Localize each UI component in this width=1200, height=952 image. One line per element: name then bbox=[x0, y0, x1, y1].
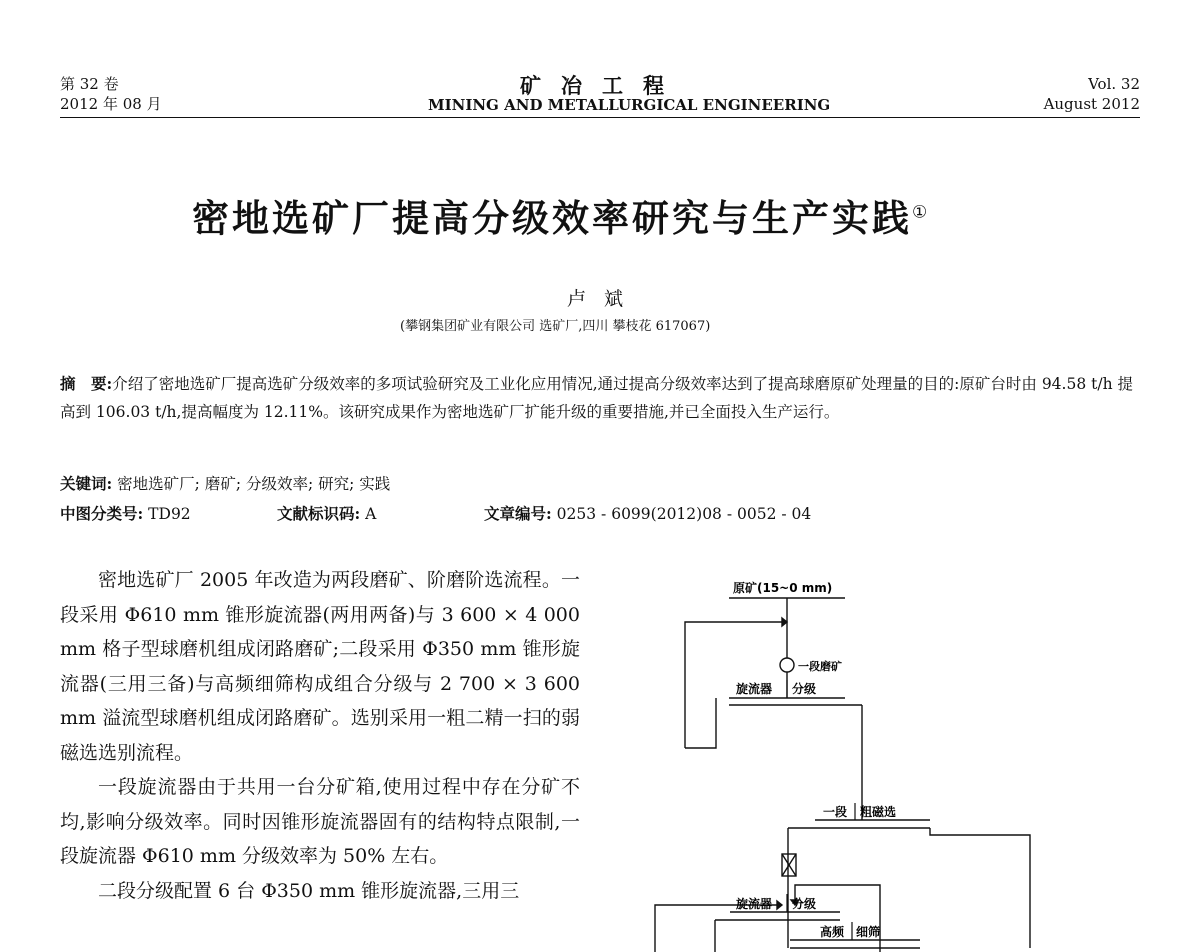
clc-number: 中图分类号: TD92 bbox=[60, 504, 191, 523]
paragraph-1: 密地选矿厂 2005 年改造为两段磨矿、阶磨阶选流程。一段采用 Φ610 mm 锥形旋流器(两用两备)与 3 600 × 4 000 mm 格子型球磨机组成闭路磨矿;二段采用 Φ350 mm 锥形旋流器(三用三备)与高频细筛构成组合分级与 2 700 × 3 600 mm 溢流型球磨机组成闭路磨矿。选别采用一粗二精一扫的弱磁选选别流程。 bbox=[60, 569, 580, 764]
flow-mag1-label-b: 粗磁选 bbox=[860, 805, 897, 819]
flow-screen-label-a: 高频 bbox=[820, 925, 845, 939]
article-title: 密地选矿厂提高分级效率研究与生产实践① bbox=[192, 197, 931, 240]
paragraph-3: 二段分级配置 6 台 Φ350 mm 锥形旋流器,三用三 bbox=[98, 879, 520, 902]
affiliation: (攀钢集团矿业有限公司 选矿厂,四川 攀枝花 617067) bbox=[400, 319, 711, 334]
journal-title-en: MINING AND METALLURGICAL ENGINEERING bbox=[428, 96, 831, 114]
flow-cyclone1-label-b: 分级 bbox=[792, 682, 817, 696]
flow-cyclone2-label-b: 分级 bbox=[792, 897, 817, 911]
header-date-cn: 2012 年 08 月 bbox=[60, 95, 162, 113]
flow-cyclone2-label-a: 旋流器 bbox=[736, 897, 773, 911]
document-code: 文献标识码: A bbox=[277, 504, 377, 523]
flow-mill1-label: 一段磨矿 bbox=[798, 660, 842, 673]
flow-feed-label: 原矿(15~0 mm) bbox=[733, 581, 833, 595]
article-number: 文章编号: 0253 - 6099(2012)08 - 0052 - 04 bbox=[484, 504, 812, 523]
flow-screen-label-b: 细筛 bbox=[856, 925, 881, 939]
paragraph-2: 一段旋流器由于共用一台分矿箱,使用过程中存在分矿不均,影响分级效率。同时因锥形旋流器固有的结构特点限制,一段旋流器 Φ610 mm 分级效率为 50% 左右。 bbox=[60, 776, 580, 867]
keywords-text: 密地选矿厂; 磨矿; 分级效率; 研究; 实践 bbox=[117, 475, 391, 493]
abstract-text: 介绍了密地选矿厂提高选矿分级效率的多项试验研究及工业化应用情况,通过提高分级效率达到了提高球磨原矿处理量的目的:原矿台时由 94.58 t/h 提高到 106.03 t/h,提高幅度为 12.11%。该研究成果作为密地选矿厂扩能升级的重要措施,并已全面投入生产运行。 bbox=[60, 375, 1133, 421]
header-volume-cn: 第 32 卷 bbox=[60, 75, 119, 93]
author: 卢斌 bbox=[567, 288, 642, 310]
flowsheet-diagram bbox=[640, 570, 1170, 952]
flow-mag1-label-a: 一段 bbox=[823, 805, 848, 819]
body-text bbox=[60, 563, 580, 908]
abstract bbox=[60, 370, 1145, 426]
header-rule bbox=[60, 117, 1140, 118]
header-date-en: August 2012 bbox=[1043, 95, 1140, 113]
abstract-label: 摘 要: bbox=[60, 374, 113, 393]
keywords bbox=[60, 472, 390, 494]
keywords-label: 关键词: bbox=[60, 474, 113, 493]
flow-cyclone1-label-a: 旋流器 bbox=[736, 682, 773, 696]
footnote-mark: ① bbox=[912, 202, 931, 223]
journal-title-cn: 矿冶工程 bbox=[520, 73, 684, 98]
header-volume-en: Vol. 32 bbox=[1088, 75, 1140, 93]
